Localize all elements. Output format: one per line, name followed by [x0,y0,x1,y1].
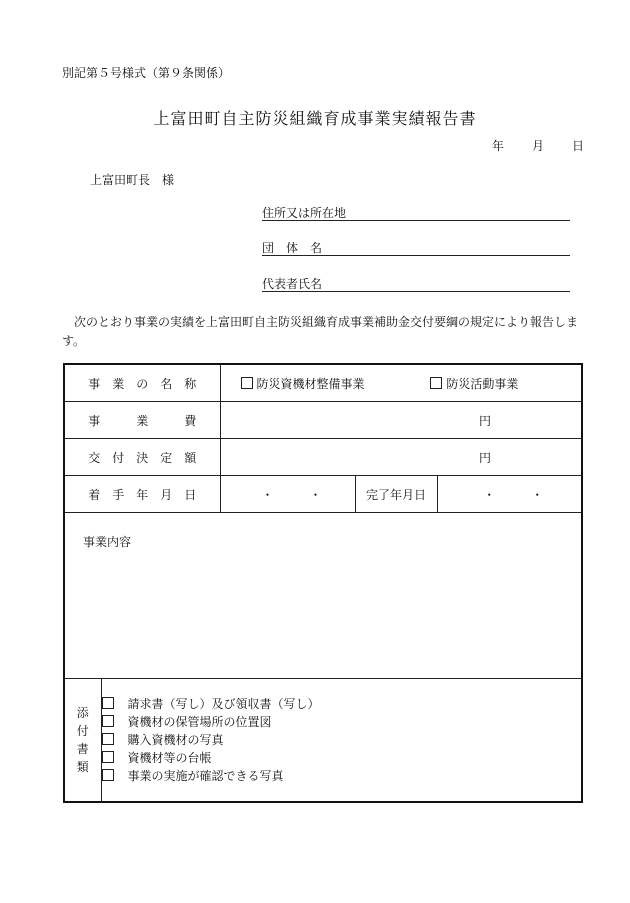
address-field[interactable] [262,204,570,221]
attachment-label [64,679,101,803]
end-date-label: 完了年月日 [355,476,437,513]
attachment-item[interactable] [102,749,582,767]
start-date-value[interactable]: ・ ・ [220,476,355,513]
group-name-field[interactable] [262,239,570,256]
checkbox-icon[interactable] [102,751,114,763]
content-row [64,513,582,679]
form-number: 別記第５号様式（第９条関係） [62,66,231,80]
document-title: 上富田町自主防災組織育成事業実績報告書 [153,109,477,128]
option-activity-label: 防災活動事業 [446,376,519,391]
grant-value[interactable] [220,439,582,476]
checkbox-icon[interactable] [241,377,253,389]
attachment-item[interactable] [102,767,582,785]
attachment-item-label: 購入資機材の写真 [127,733,224,747]
project-name-label: 事 業 の 名 称 [64,364,220,402]
attachment-label-char: 書 [76,742,89,756]
attachment-item[interactable] [102,731,582,749]
grant-label: 交 付 決 定 額 [64,439,220,476]
grant-row [64,439,582,476]
project-name-row [64,364,582,402]
option-activity[interactable] [430,377,518,391]
group-name-label: 団 体 名 [262,241,323,255]
checkbox-icon[interactable] [102,697,114,709]
report-table [63,363,583,803]
representative-label: 代表者氏名 [262,277,323,291]
date-day: 日 [572,139,585,153]
checkbox-icon[interactable] [102,715,114,727]
attachment-item-label: 請求書（写し）及び領収書（写し） [127,697,320,711]
body-text: 次のとおり事業の実績を上富田町自主防災組織育成事業補助金交付要綱の規定により報告します。 [62,315,579,348]
attachment-item[interactable] [102,695,582,713]
cost-row [64,402,582,439]
attachment-item-label: 資機材等の台帳 [127,751,212,765]
representative-field[interactable] [262,275,570,292]
attachment-item[interactable] [102,713,582,731]
cost-label: 事 業 費 [64,402,220,439]
cost-value[interactable] [220,402,582,439]
date-year: 年 [492,139,505,153]
option-equipment[interactable] [241,375,427,392]
content-cell[interactable] [64,513,582,679]
addressee: 上富田町長 様 [90,173,175,187]
attachment-row [64,679,582,803]
end-date-value[interactable]: ・ ・ [437,476,582,513]
attachment-list [101,679,582,803]
checkbox-icon[interactable] [102,769,114,781]
attachment-item-label: 事業の実施が確認できる写真 [127,769,284,783]
content-label: 事業内容 [83,535,132,549]
attachment-label-char: 添 [76,706,89,720]
checkbox-icon[interactable] [430,377,442,389]
date-month: 月 [532,139,545,153]
date-row [64,476,582,513]
project-name-options [220,364,582,402]
attachment-item-label: 資機材の保管場所の位置図 [127,715,272,729]
cost-unit: 円 [479,413,492,428]
address-label: 住所又は所在地 [262,206,347,220]
attachment-label-char: 類 [76,760,89,774]
start-date-label: 着 手 年 月 日 [64,476,220,513]
attachment-label-char: 付 [76,724,89,738]
checkbox-icon[interactable] [102,733,114,745]
option-equipment-label: 防災資機材整備事業 [256,376,365,391]
grant-unit: 円 [479,450,492,465]
